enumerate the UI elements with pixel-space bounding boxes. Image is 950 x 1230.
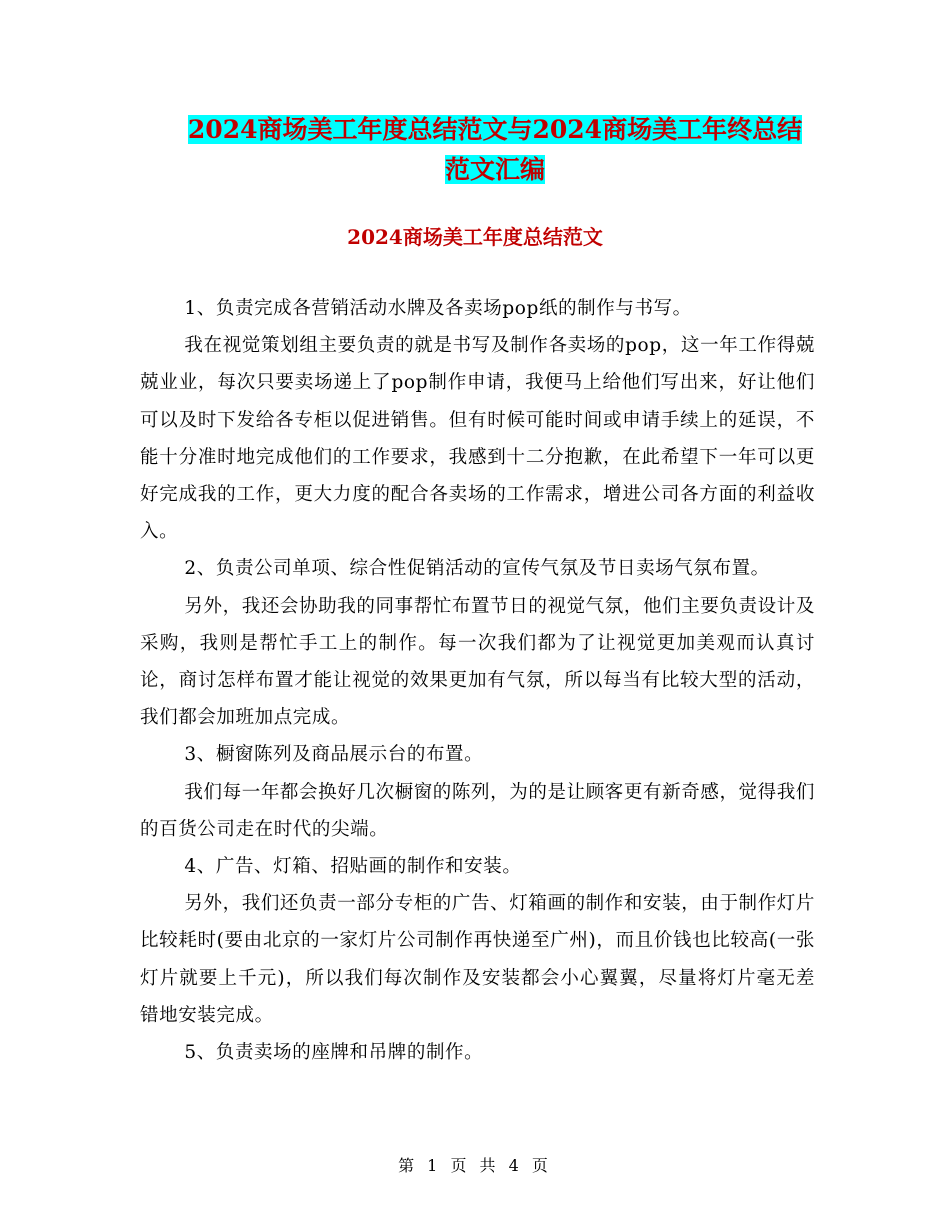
section-title: 2024商场美工年度总结范文 xyxy=(347,225,603,249)
document-body xyxy=(140,290,815,1071)
title-line-2: 范文汇编 xyxy=(444,155,545,184)
paragraph: 另外，我们还负责一部分专柜的广告、灯箱画的制作和安装，由于制作灯片比较耗时(要由北京的一家灯片公司制作再快递至广州)，而且价钱也比较高(一张灯片就要上千元)，所以我们每次制作及安装都会小心翼翼，尽量将灯片毫无差错地安装完成。 xyxy=(140,893,815,1026)
paragraph: 5、负责卖场的座牌和吊牌的制作。 xyxy=(184,1042,484,1064)
paragraph: 1、负责完成各营销活动水牌及各卖场pop纸的制作与书写。 xyxy=(184,298,692,319)
paragraph: 另外，我还会协助我的同事帮忙布置节日的视觉气氛，他们主要负责设计及采购，我则是帮忙手工上的制作。每一次我们都为了让视觉更加美观而认真讨论，商讨怎样布置才能让视觉的效果更加有气氛，所以每当有比较大型的活动，我们都会加班加点完成。 xyxy=(140,595,815,729)
title-line-1: 2024商场美工年度总结范文与2024商场美工年终总结 xyxy=(187,115,803,144)
paragraph: 2、负责公司单项、综合性促销活动的宣传气氛及节日卖场气氛布置。 xyxy=(184,558,770,580)
document-title xyxy=(140,110,850,190)
paragraph: 我在视觉策划组主要负责的就是书写及制作各卖场的pop，这一年工作得兢兢业业，每次只要卖场递上了pop制作申请，我便马上给他们写出来，好让他们可以及时下发给各专柜以促进销售。但有时候可能时间或申请手续上的延误，不能十分准时地完成他们的工作要求，我感到十二分抱歉，在此希望下一年可以更好完成我的工作，更大力度的配合各卖场的工作需求，增进公司各方面的利益收入。 xyxy=(140,335,815,543)
paragraph: 我们每一年都会换好几次橱窗的陈列，为的是让顾客更有新奇感，觉得我们的百货公司走在时代的尖端。 xyxy=(140,781,815,840)
page-footer: 第 1 页 共 4 页 xyxy=(398,1156,552,1175)
paragraph: 3、橱窗陈列及商品展示台的布置。 xyxy=(184,744,484,766)
paragraph: 4、广告、灯箱、招贴画的制作和安装。 xyxy=(184,856,522,878)
